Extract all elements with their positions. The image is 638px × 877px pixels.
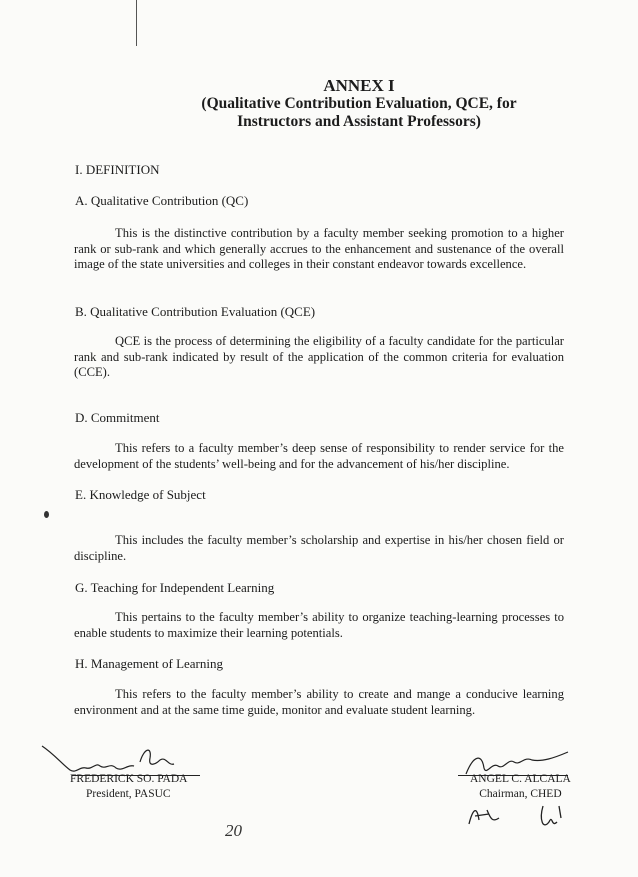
section-definition-heading: I. DEFINITION (75, 162, 160, 177)
section-g-text: This pertains to the faculty member’s ability to organize teaching-learning processes to enable students to maximize their learning potentials. (74, 610, 564, 640)
section-a-text: This is the distinctive contribution by a faculty member seeking promotion to a higher rank or sub-rank and which generally accrues to the enhancement and sustenance of the overall image of the state universities and colleges in their constant endeavor towards excellence. (74, 226, 564, 272)
section-e-heading: E. Knowledge of Subject (75, 487, 206, 502)
annex-subtitle-line1: (Qualitative Contribution Evaluation, QCE, for (201, 95, 517, 112)
annex-subtitle-line2: Instructors and Assistant Professors) (237, 113, 481, 130)
left-signatory-title: President, PASUC (86, 788, 171, 800)
right-signatory-name: ANGEL C. ALCALA (470, 773, 571, 785)
section-d-heading: D. Commitment (75, 410, 160, 425)
section-d-text: This refers to a faculty member’s deep sense of responsibility to render service for the development of the students’ well-being and for the advancement of his/her discipline. (74, 441, 564, 471)
section-b-heading: B. Qualitative Contribution Evaluation (QCE) (75, 304, 316, 319)
section-g-heading: G. Teaching for Independent Learning (75, 580, 275, 595)
annex-title: ANNEX I (323, 76, 395, 95)
right-signatory (470, 772, 571, 802)
left-signatory-name: FREDERICK SO. PADA (70, 773, 188, 785)
right-signatory-title: Chairman, CHED (479, 788, 562, 800)
initials-scribble (465, 800, 575, 834)
section-h-text: This refers to the faculty member’s ability to create and mange a conducive learning environment and at the same time guide, monitor and evaluate student learning. (74, 687, 564, 717)
section-a-heading: A. Qualitative Contribution (QC) (75, 193, 249, 208)
section-e-text: This includes the faculty member’s scholarship and expertise in his/her chosen field or discipline. (74, 533, 564, 563)
margin-line (136, 0, 137, 46)
left-signatory (70, 772, 187, 802)
section-h-heading: H. Management of Learning (75, 656, 224, 671)
document-title-block (0, 76, 638, 131)
page-number: 20 (225, 821, 242, 840)
ink-mark (44, 511, 49, 518)
section-b-text: QCE is the process of determining the eligibility of a faculty candidate for the particular rank and sub-rank indicated by result of the application of the common criteria for evaluation (CCE). (74, 334, 564, 380)
